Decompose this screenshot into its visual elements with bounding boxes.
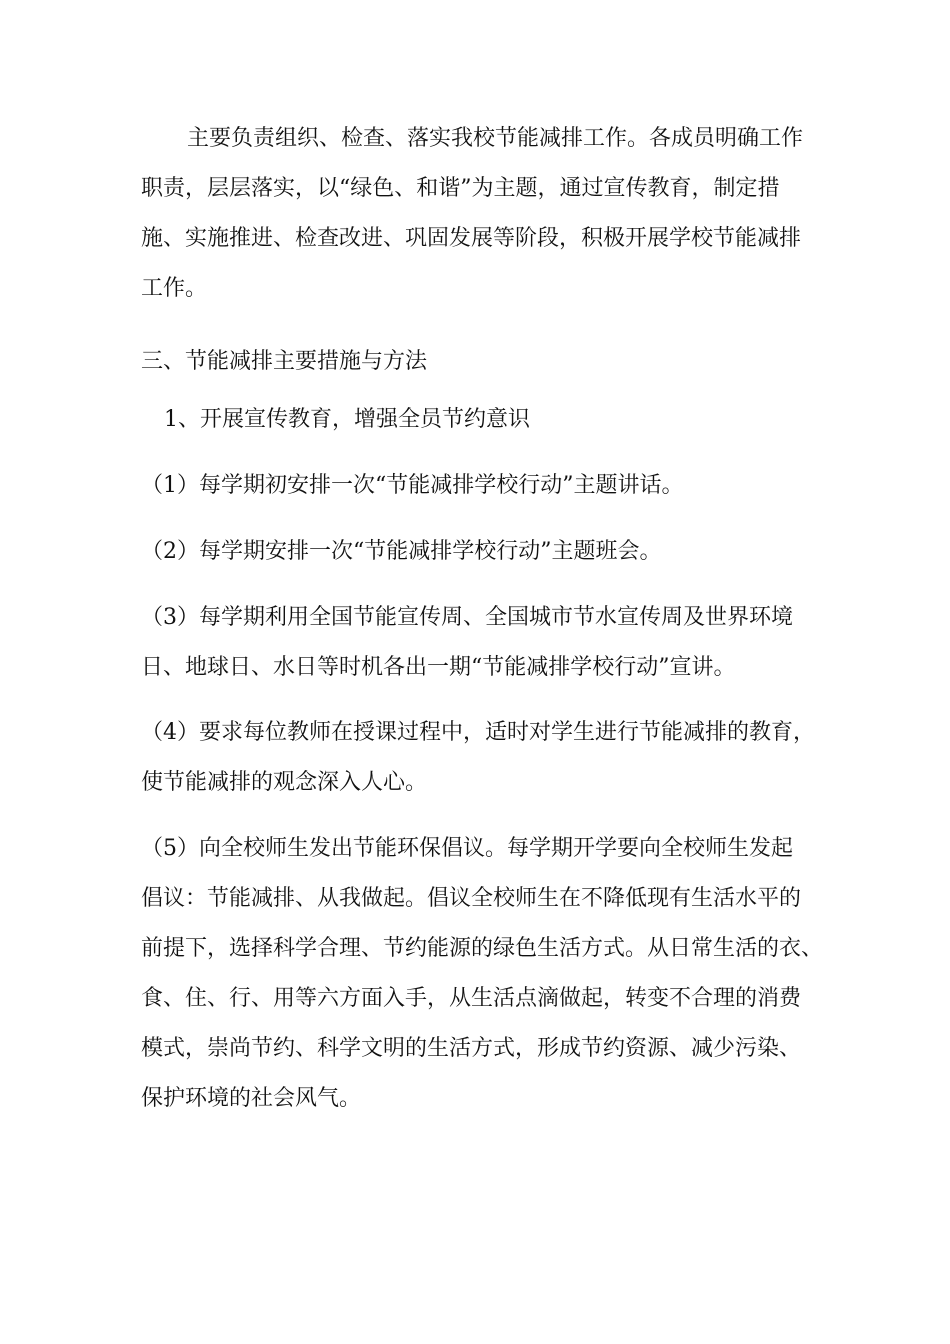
item-5-line: 食、住、行、用等六方面入手，从生活点滴做起，转变不合理的消费 [141, 986, 802, 1011]
item-4-line: （4）要求每位教师在授课过程中，适时对学生进行节能减排的教育， [141, 720, 815, 745]
item-2-line: （2）每学期安排一次“节能减排学校行动”主题班会。 [141, 539, 662, 564]
subsection-heading: 1、开展宣传教育，增强全员节约意识 [164, 407, 530, 432]
item-3-line: （3）每学期利用全国节能宣传周、全国城市节水宣传周及世界环境 [141, 605, 793, 630]
section-heading: 三、节能减排主要措施与方法 [141, 349, 428, 374]
intro-line: 主要负责组织、检查、落实我校节能减排工作。各成员明确工作 [187, 126, 804, 151]
item-5-line: 保护环境的社会风气。 [141, 1086, 362, 1111]
item-4-line: 使节能减排的观念深入人心。 [141, 770, 428, 795]
intro-line: 施、实施推进、检查改进、巩固发展等阶段，积极开展学校节能减排 [141, 226, 802, 251]
item-5-line: 模式，崇尚节约、科学文明的生活方式，形成节约资源、减少污染、 [141, 1036, 802, 1061]
item-5-line: （5）向全校师生发出节能环保倡议。每学期开学要向全校师生发起 [141, 836, 793, 861]
item-3-line: 日、地球日、水日等时机各出一期“节能减排学校行动”宣讲。 [141, 655, 736, 680]
item-5-line: 前提下，选择科学合理、节约能源的绿色生活方式。从日常生活的衣、 [141, 936, 824, 961]
item-1-line: （1）每学期初安排一次“节能减排学校行动”主题讲话。 [141, 473, 684, 498]
item-5-line: 倡议：节能减排、从我做起。倡议全校师生在不降低现有生活水平的 [141, 886, 802, 911]
intro-line: 工作。 [141, 276, 208, 301]
intro-line: 职责，层层落实，以“绿色、和谐”为主题，通过宣传教育，制定措 [141, 176, 780, 201]
